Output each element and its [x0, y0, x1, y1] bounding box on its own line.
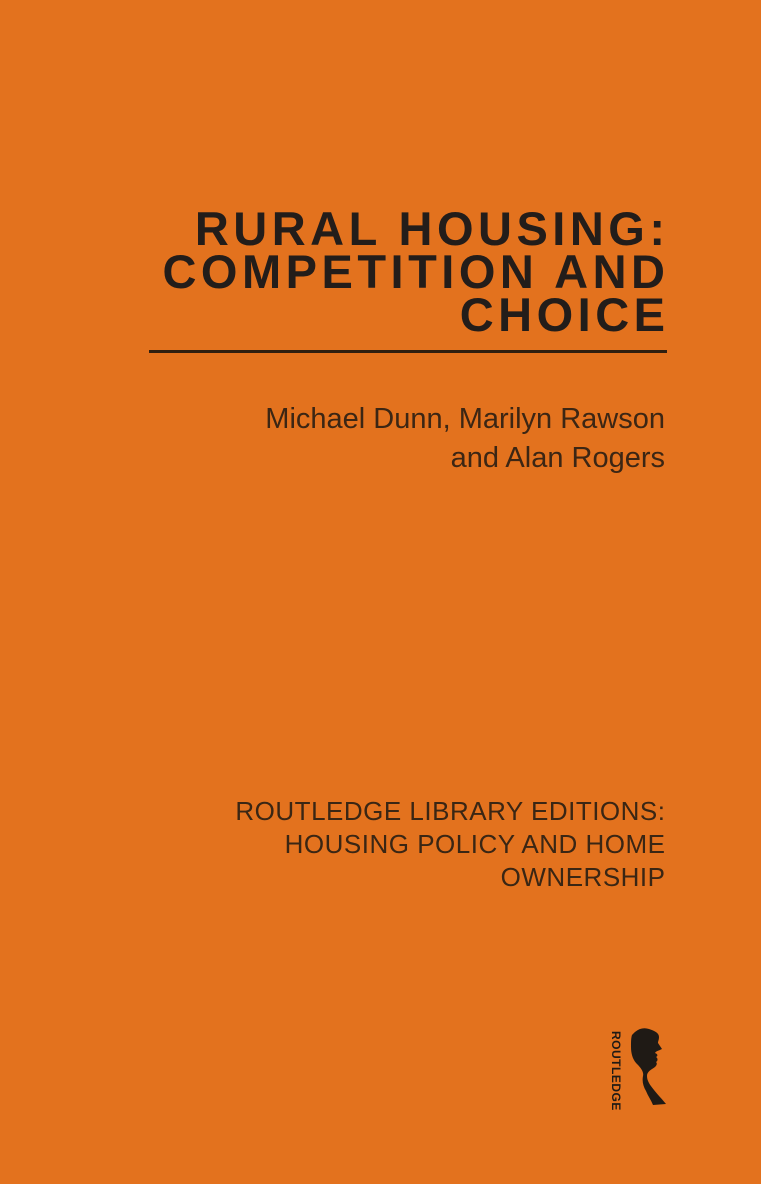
series-title-line-1: ROUTLEDGE LIBRARY EDITIONS: [235, 796, 666, 826]
title-underline-rule [149, 350, 667, 353]
book-title-line-2: COMPETITION AND [162, 245, 670, 298]
book-title-line-1: RURAL HOUSING: [194, 202, 670, 255]
routledge-r-face-icon [629, 1028, 667, 1106]
author-names [145, 400, 665, 478]
series-title [105, 795, 665, 894]
series-title-line-3: OWNERSHIP [500, 862, 666, 892]
routledge-logo [610, 1028, 667, 1111]
routledge-wordmark: ROUTLEDGE [609, 1031, 623, 1111]
book-title [105, 202, 670, 341]
series-title-line-2: HOUSING POLICY AND HOME [284, 829, 666, 859]
author-names-line-2: and Alan Rogers [450, 442, 665, 474]
author-names-line-1: Michael Dunn, Marilyn Rawson [265, 403, 665, 435]
book-title-line-3: CHOICE [459, 288, 670, 341]
